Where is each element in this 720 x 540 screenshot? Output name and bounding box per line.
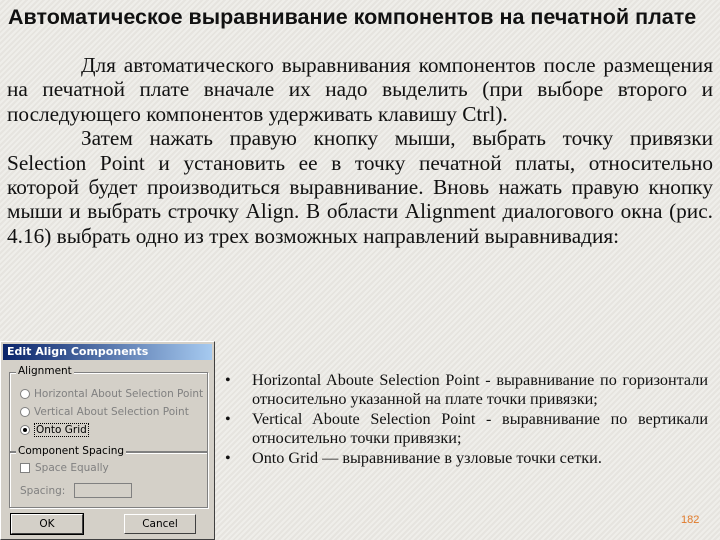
option-vertical[interactable] xyxy=(20,405,189,419)
bullet-list xyxy=(225,371,708,468)
option-horizontal[interactable] xyxy=(20,387,203,401)
spacing-label: Spacing: xyxy=(20,485,66,497)
bullet-icon: • xyxy=(225,448,231,467)
component-spacing-group xyxy=(9,445,208,508)
list-item xyxy=(225,371,708,410)
page-number: 182 xyxy=(681,514,700,526)
dialog-title: Edit Align Components xyxy=(3,344,212,360)
bullet-text: Horizontal Aboute Selection Point - выравнивание по горизонтали относительно указанной на плате точки привязки; xyxy=(252,371,708,409)
alignment-group-label: Alignment xyxy=(18,365,72,377)
bullet-text: Vertical Aboute Selection Point - выравнивание по вертикали относительно точки привязки; xyxy=(252,409,708,448)
bullet-text: Onto Grid — выравнивание в узловые точки сетки. xyxy=(252,448,602,467)
bullet-icon: • xyxy=(225,371,231,389)
slide-title: Автоматическое выравнивание компонентов на печатной плате xyxy=(8,5,697,29)
body-text xyxy=(7,53,713,248)
cancel-button[interactable]: Cancel xyxy=(124,514,196,534)
spacing-group-label: Component Spacing xyxy=(18,445,125,457)
alignment-group xyxy=(9,365,208,452)
paragraph-2: Затем нажать правую кнопку мыши, выбрать точку привязки Selection Point и установить ее в точку печатной платы, относительно которой будет производиться выравнивание. Вновь нажать правую кнопку мыши и выбрать строчку Align. В области Alignment диалогового окна (рис. 4.16) выбрать одно из трех возможных направлений выравнивадия: xyxy=(7,126,713,248)
vertical-radio[interactable] xyxy=(20,407,30,417)
option-onto-grid-label: Onto Grid xyxy=(36,424,87,436)
spacing-input[interactable] xyxy=(74,483,132,498)
horizontal-radio[interactable] xyxy=(20,389,30,399)
onto-grid-radio[interactable] xyxy=(20,425,30,435)
edit-align-dialog xyxy=(0,341,215,540)
option-onto-grid[interactable] xyxy=(20,423,89,437)
list-item xyxy=(225,449,708,468)
ok-button[interactable]: OK xyxy=(11,514,83,534)
bullet-icon: • xyxy=(225,409,231,428)
space-equally-label: Space Equally xyxy=(35,462,109,474)
option-horizontal-label: Horizontal About Selection Point xyxy=(34,388,204,400)
paragraph-1: Для автоматического выравнивания компонентов после размещения на печатной плате вначале их надо выделить (при выборе второго и последующего компонентов удерживать клавишу Ctrl). xyxy=(7,53,713,126)
space-equally-checkbox[interactable] xyxy=(20,463,30,473)
space-equally-option[interactable] xyxy=(20,461,109,475)
list-item xyxy=(225,410,708,449)
option-vertical-label: Vertical About Selection Point xyxy=(34,406,189,418)
